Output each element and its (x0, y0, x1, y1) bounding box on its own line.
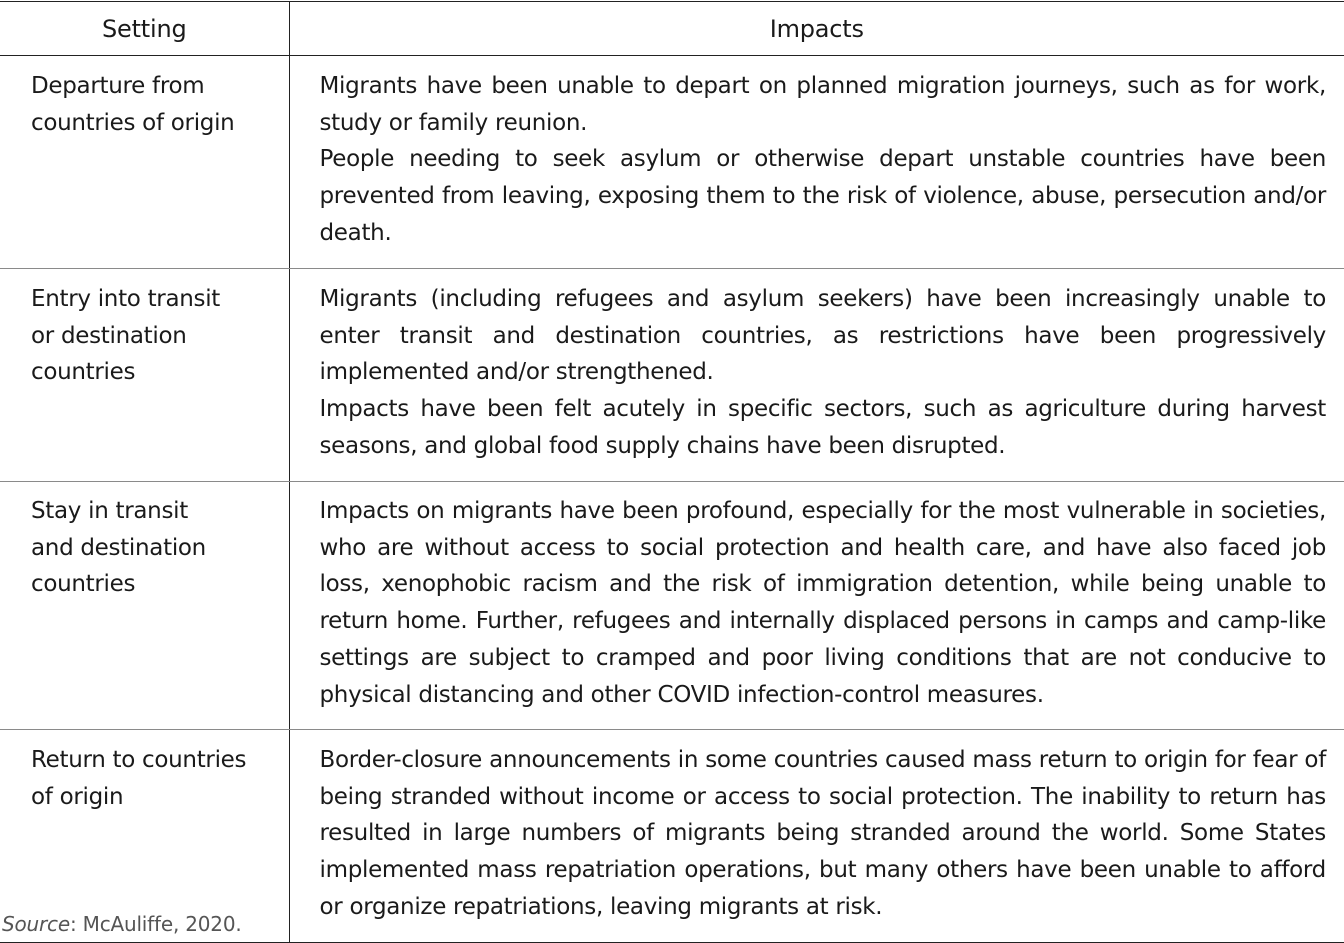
header-impacts: Impacts (289, 2, 1344, 56)
setting-cell (0, 482, 289, 730)
source-label: Source (2, 912, 70, 936)
impacts-cell (289, 269, 1344, 482)
setting-line: Departure from (31, 73, 205, 99)
impact-paragraph: Border-closure announcements in some countries caused mass return to origin for fear of being stranded without income or access to social protection. The inability to return has resulted in large numbers of migrants being stranded around the world. Some States implemented mass repatriation operations, but many others have been unable to afford or organize repatriations, leaving migrants at risk. (319, 747, 1326, 920)
setting-line: countries of origin (31, 109, 235, 136)
impact-paragraph: Impacts have been felt acutely in specific sectors, such as agriculture during harvest seasons, and global food supply chains have been disrupted. (319, 396, 1326, 459)
table-row (0, 482, 1344, 730)
setting-line: Entry into transit (31, 286, 221, 312)
header-setting: Setting (0, 2, 289, 56)
source-note (2, 912, 242, 936)
table-row (0, 730, 1344, 943)
impacts-cell (289, 56, 1344, 269)
table-row (0, 56, 1344, 269)
impact-paragraph: Impacts on migrants have been profound, especially for the most vulnerable in societies, who are without access to social protection and health care, and have also faced job loss, xenophobic racism and the risk of immigration detention, while being unable to return home. Further, refugees and internally displaced persons in camps and camp-like settings are subject to cramped and poor living conditions that are not conducive to physical distancing and other COVID infection-control measures. (319, 498, 1326, 708)
impacts-cell (289, 482, 1344, 730)
source-text: : McAuliffe, 2020. (69, 912, 242, 936)
setting-cell (0, 730, 289, 943)
impacts-table (0, 1, 1344, 943)
setting-line: Return to countries (31, 747, 247, 773)
setting-line: of origin (31, 783, 124, 810)
setting-line: or destination (31, 322, 187, 349)
impact-paragraph: Migrants (including refugees and asylum seekers) have been increasingly unable to enter transit and destination countries, as restrictions have been progressively implemented and/or strengthened. (319, 286, 1326, 386)
setting-cell (0, 56, 289, 269)
setting-cell (0, 269, 289, 482)
table-row (0, 269, 1344, 482)
impacts-cell (289, 730, 1344, 943)
setting-line: countries (31, 359, 136, 386)
impact-paragraph: Migrants have been unable to depart on planned migration journeys, such as for work, study or family reunion. (319, 73, 1326, 136)
setting-line: countries (31, 571, 136, 598)
setting-line: Stay in transit (31, 498, 188, 524)
setting-line: and destination (31, 534, 206, 561)
impact-paragraph: People needing to seek asylum or otherwise depart unstable countries have been prevented from leaving, exposing them to the risk of violence, abuse, persecution and/or death. (319, 146, 1326, 246)
table-header-row (0, 2, 1344, 56)
